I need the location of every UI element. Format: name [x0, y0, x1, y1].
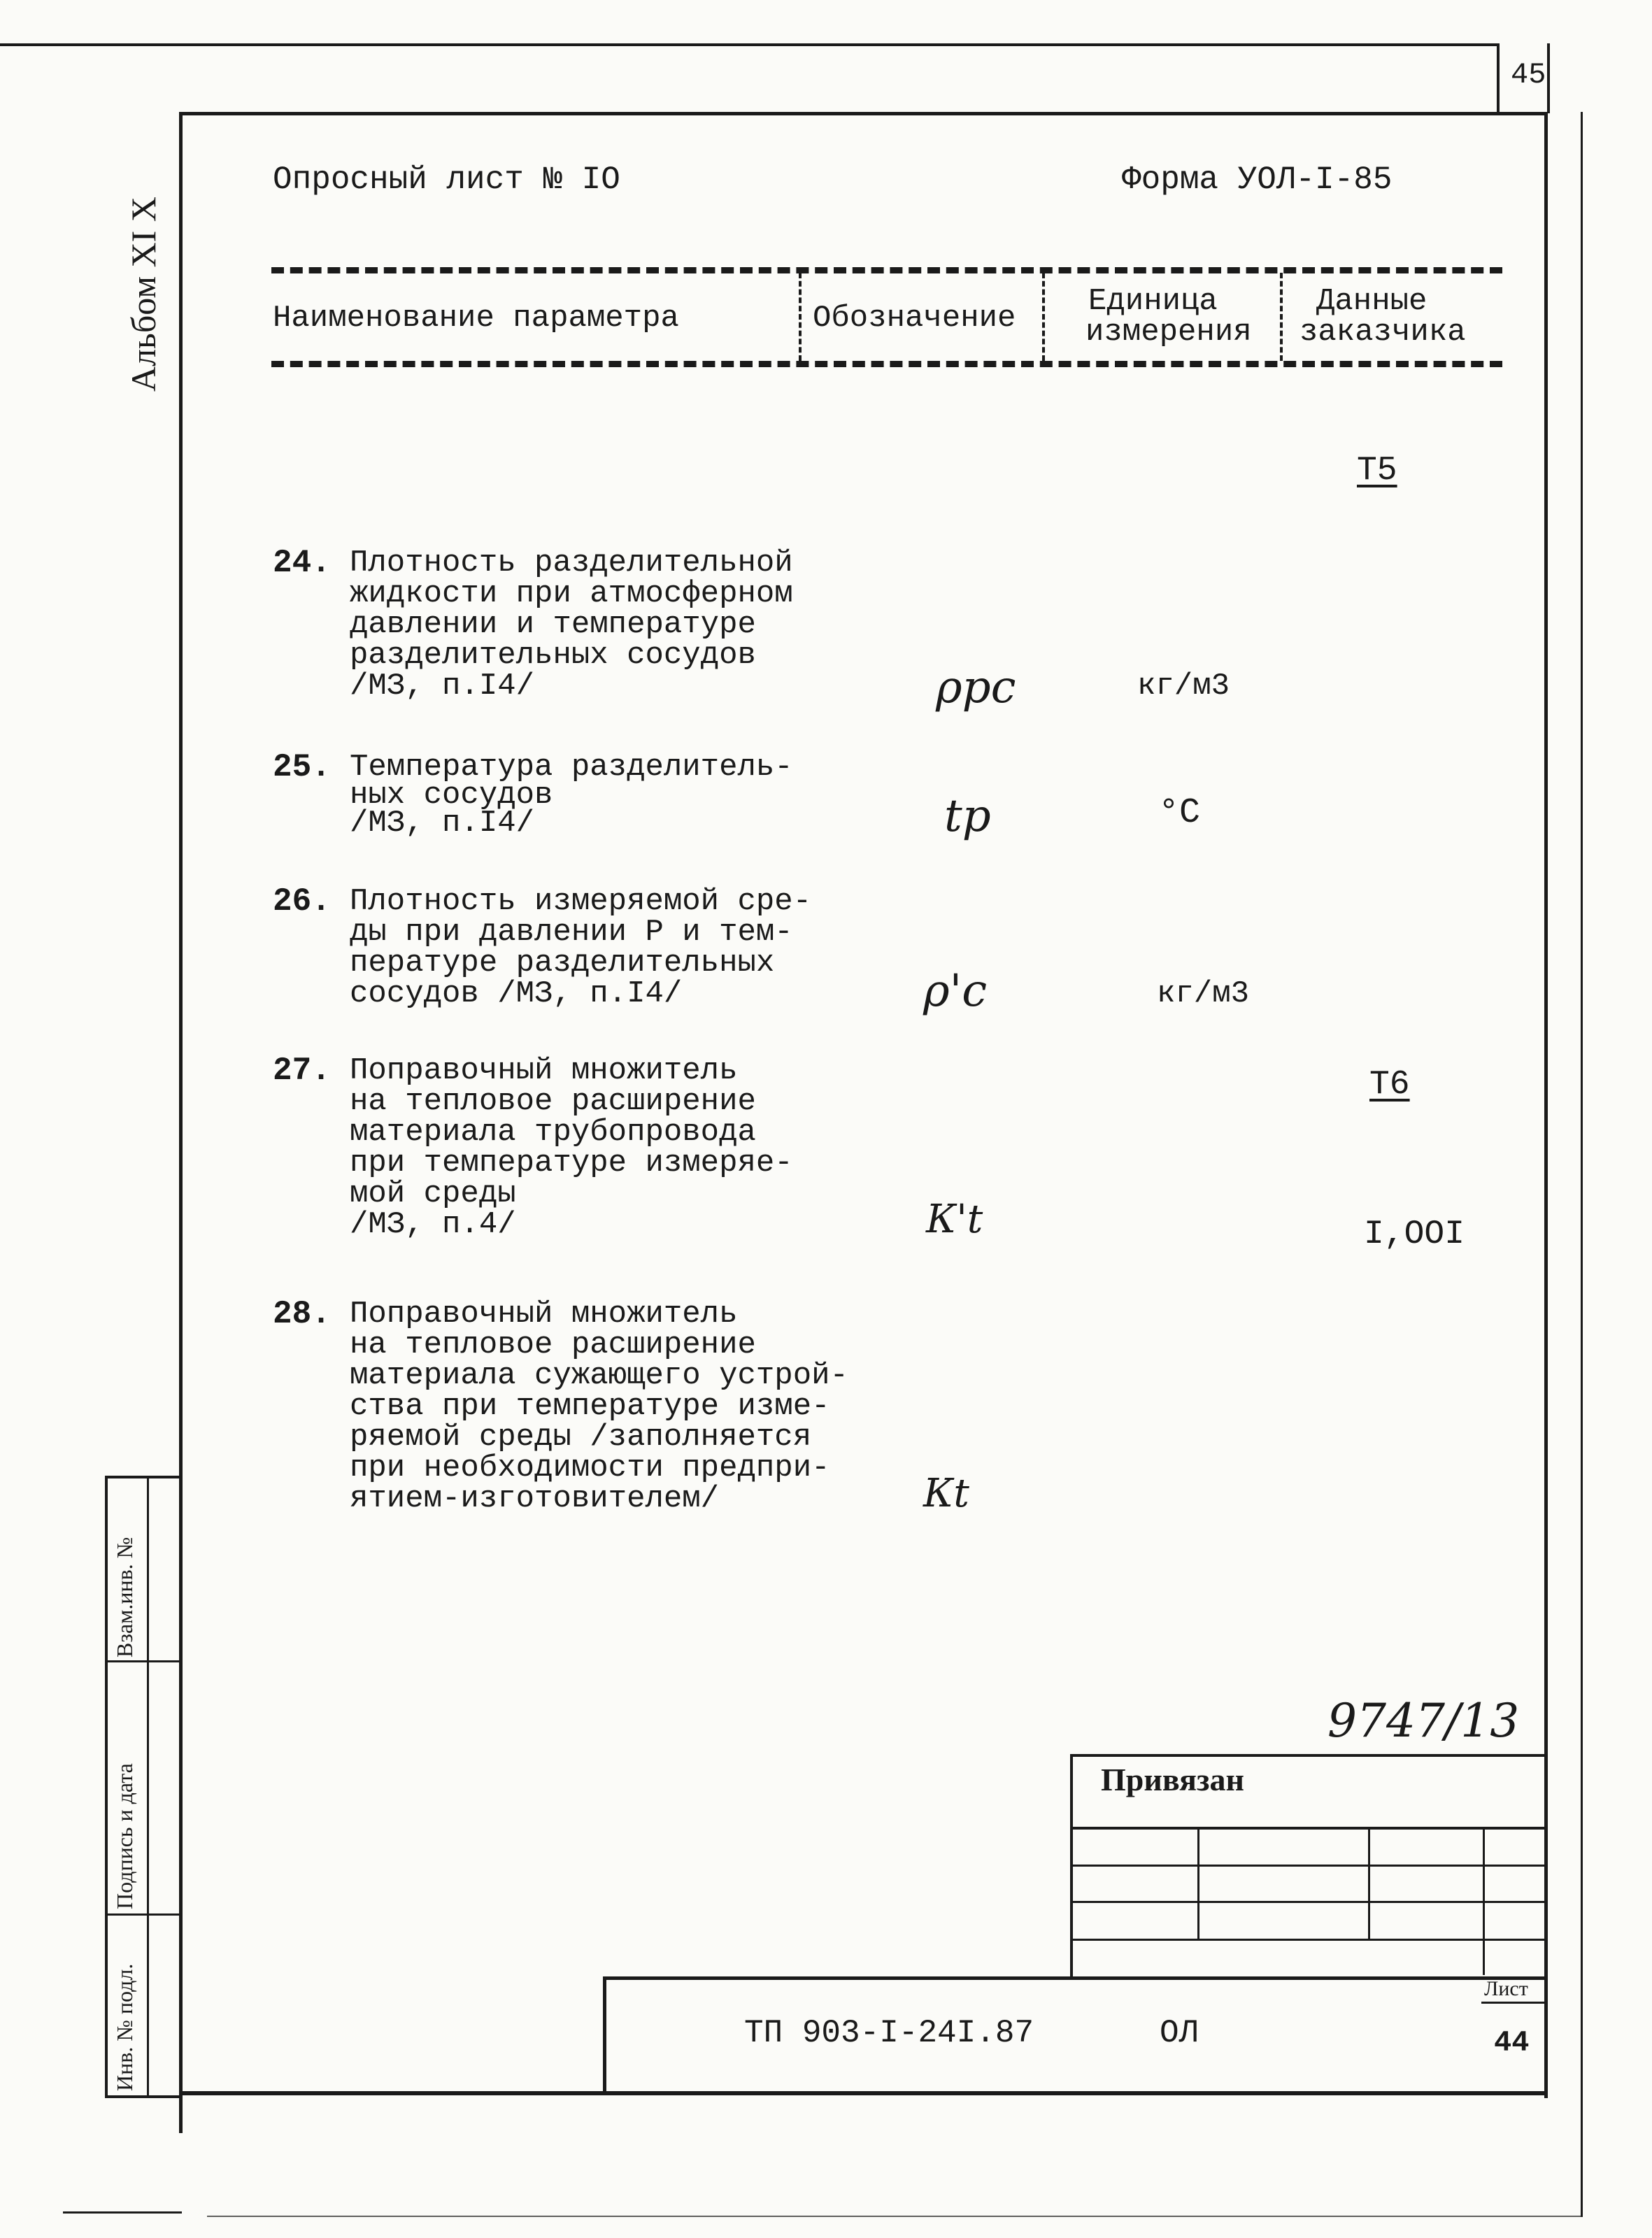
column-designation-header: Обозначение — [813, 301, 1016, 336]
column-name-header: Наименование параметра — [273, 301, 679, 336]
stamp-number: 9747/13 — [1327, 1694, 1520, 1748]
bound-row-1 — [1070, 1827, 1547, 1830]
side-stamp-row-1 — [105, 1660, 182, 1662]
item-text-line: Плотность измеряемой сре- — [350, 884, 812, 919]
item-text-line: Поправочный множитель — [350, 1297, 738, 1332]
column-unit-header-1: Единица — [1088, 284, 1218, 319]
item-text-line: ды при давлении Р и тем- — [350, 915, 793, 950]
replace-inv-label: Взам.инв. № — [112, 1537, 137, 1658]
side-stamp-top — [105, 1476, 182, 1478]
item-text-line: ряемой среды /заполняется — [350, 1420, 812, 1455]
item-text-line: материала трубопровода — [350, 1115, 756, 1150]
title-block-left — [603, 1976, 606, 2093]
column-divider-2 — [1042, 273, 1045, 361]
frame-right — [1544, 112, 1548, 2098]
bottom-edge-line-left — [63, 2211, 182, 2214]
side-stamp-mid — [147, 1476, 149, 2098]
item-text-line: на тепловое расширение — [350, 1327, 756, 1362]
column-divider-3 — [1280, 273, 1283, 361]
item-number: 27. — [273, 1053, 331, 1089]
album-label: Альбом XI X — [124, 197, 163, 392]
document-code: ТП 903-I-24I.87 — [744, 2015, 1034, 2051]
item-text-line: при необходимости предпри- — [350, 1451, 830, 1485]
item-symbol: Кt — [923, 1471, 969, 1516]
item-text-line: пературе разделительных — [350, 946, 775, 981]
top-border-line — [0, 43, 1497, 46]
bound-label: Привязан — [1101, 1762, 1244, 1797]
item-text-line: давлении и температуре — [350, 607, 756, 642]
item-text-line: ства при температуре изме- — [350, 1389, 830, 1424]
page-number: 45 — [1511, 58, 1546, 92]
item-text-line: ятием-изготовителем/ — [350, 1481, 720, 1516]
page-number-box-left — [1497, 43, 1500, 113]
item-symbol: ρрс — [936, 662, 1016, 713]
item-number: 24. — [273, 545, 331, 581]
sheet-box-divider — [1481, 2002, 1547, 2004]
item-text-line: /МЗ, п.I4/ — [350, 806, 535, 841]
bound-row-4 — [1070, 1939, 1547, 1941]
column-unit-header-2: измерения — [1085, 315, 1252, 350]
bound-col-3 — [1483, 1827, 1485, 1975]
item-unit: кг/м3 — [1157, 976, 1250, 1011]
side-stamp-row-2 — [105, 1913, 182, 1916]
bound-row-3 — [1070, 1901, 1547, 1903]
sheet-label: Лист — [1484, 1977, 1528, 2000]
frame-right-outer — [1581, 112, 1583, 2217]
item-value: I,OOI — [1364, 1216, 1465, 1253]
item-symbol: К't — [926, 1197, 983, 1242]
item-text-line: жидкости при атмосферном — [350, 576, 793, 611]
item-symbol: tр — [944, 790, 991, 842]
item-text-line: мой среды — [350, 1176, 516, 1211]
bound-col-2 — [1368, 1827, 1370, 1939]
bound-col-1 — [1197, 1827, 1199, 1939]
item-text-line: на тепловое расширение — [350, 1084, 756, 1119]
item-number: 25. — [273, 749, 331, 785]
column-divider-1 — [799, 273, 802, 361]
item-text-line: ных сосудов — [350, 778, 553, 813]
page-number-box-right — [1547, 43, 1550, 113]
item-text-line: /МЗ, п.I4/ — [350, 669, 535, 704]
bottom-edge-line-right — [207, 2216, 1582, 2217]
item-number: 26. — [273, 883, 331, 920]
section-t5: Т5 — [1357, 452, 1397, 490]
column-data-header-2: заказчика — [1299, 315, 1466, 350]
sheet-number: 44 — [1494, 2026, 1530, 2060]
sign-date-label: Подпись и дата — [112, 1763, 137, 1909]
document-mark: ОЛ — [1160, 2015, 1199, 2051]
item-text-line: Температура разделитель- — [350, 750, 793, 785]
item-text-line: материала сужающего устрой- — [350, 1358, 848, 1393]
inv-orig-label: Инв. № подл. — [112, 1963, 137, 2091]
bound-row-2 — [1070, 1865, 1547, 1867]
item-text-line: при температуре измеряе- — [350, 1146, 793, 1181]
side-stamp-left — [105, 1476, 108, 2098]
side-stamp-bottom — [105, 2095, 182, 2098]
header-bottom-rule — [271, 361, 1502, 367]
column-data-header-1: Данные — [1316, 284, 1427, 319]
section-t6: Т6 — [1369, 1066, 1410, 1104]
form-title: Опросный лист № IO — [273, 162, 620, 198]
bound-block-left — [1070, 1754, 1073, 1979]
bound-block-top — [1070, 1754, 1547, 1757]
item-symbol: ρ'с — [923, 965, 988, 1017]
title-block-top — [603, 1976, 1547, 1980]
item-number: 28. — [273, 1296, 331, 1332]
frame-bottom — [179, 2091, 1547, 2095]
item-text-line: разделительных сосудов — [350, 638, 756, 673]
item-unit: °С — [1158, 793, 1201, 833]
item-text-line: /МЗ, п.4/ — [350, 1207, 516, 1242]
frame-left — [179, 112, 183, 2133]
frame-top — [179, 112, 1547, 115]
form-code: Форма УОЛ-I-85 — [1122, 162, 1393, 198]
item-text-line: сосудов /МЗ, п.I4/ — [350, 976, 683, 1011]
item-text-line: Поправочный множитель — [350, 1053, 738, 1088]
header-top-rule — [271, 267, 1502, 273]
item-text-line: Плотность разделительной — [350, 546, 793, 580]
item-unit: кг/м3 — [1137, 669, 1230, 704]
